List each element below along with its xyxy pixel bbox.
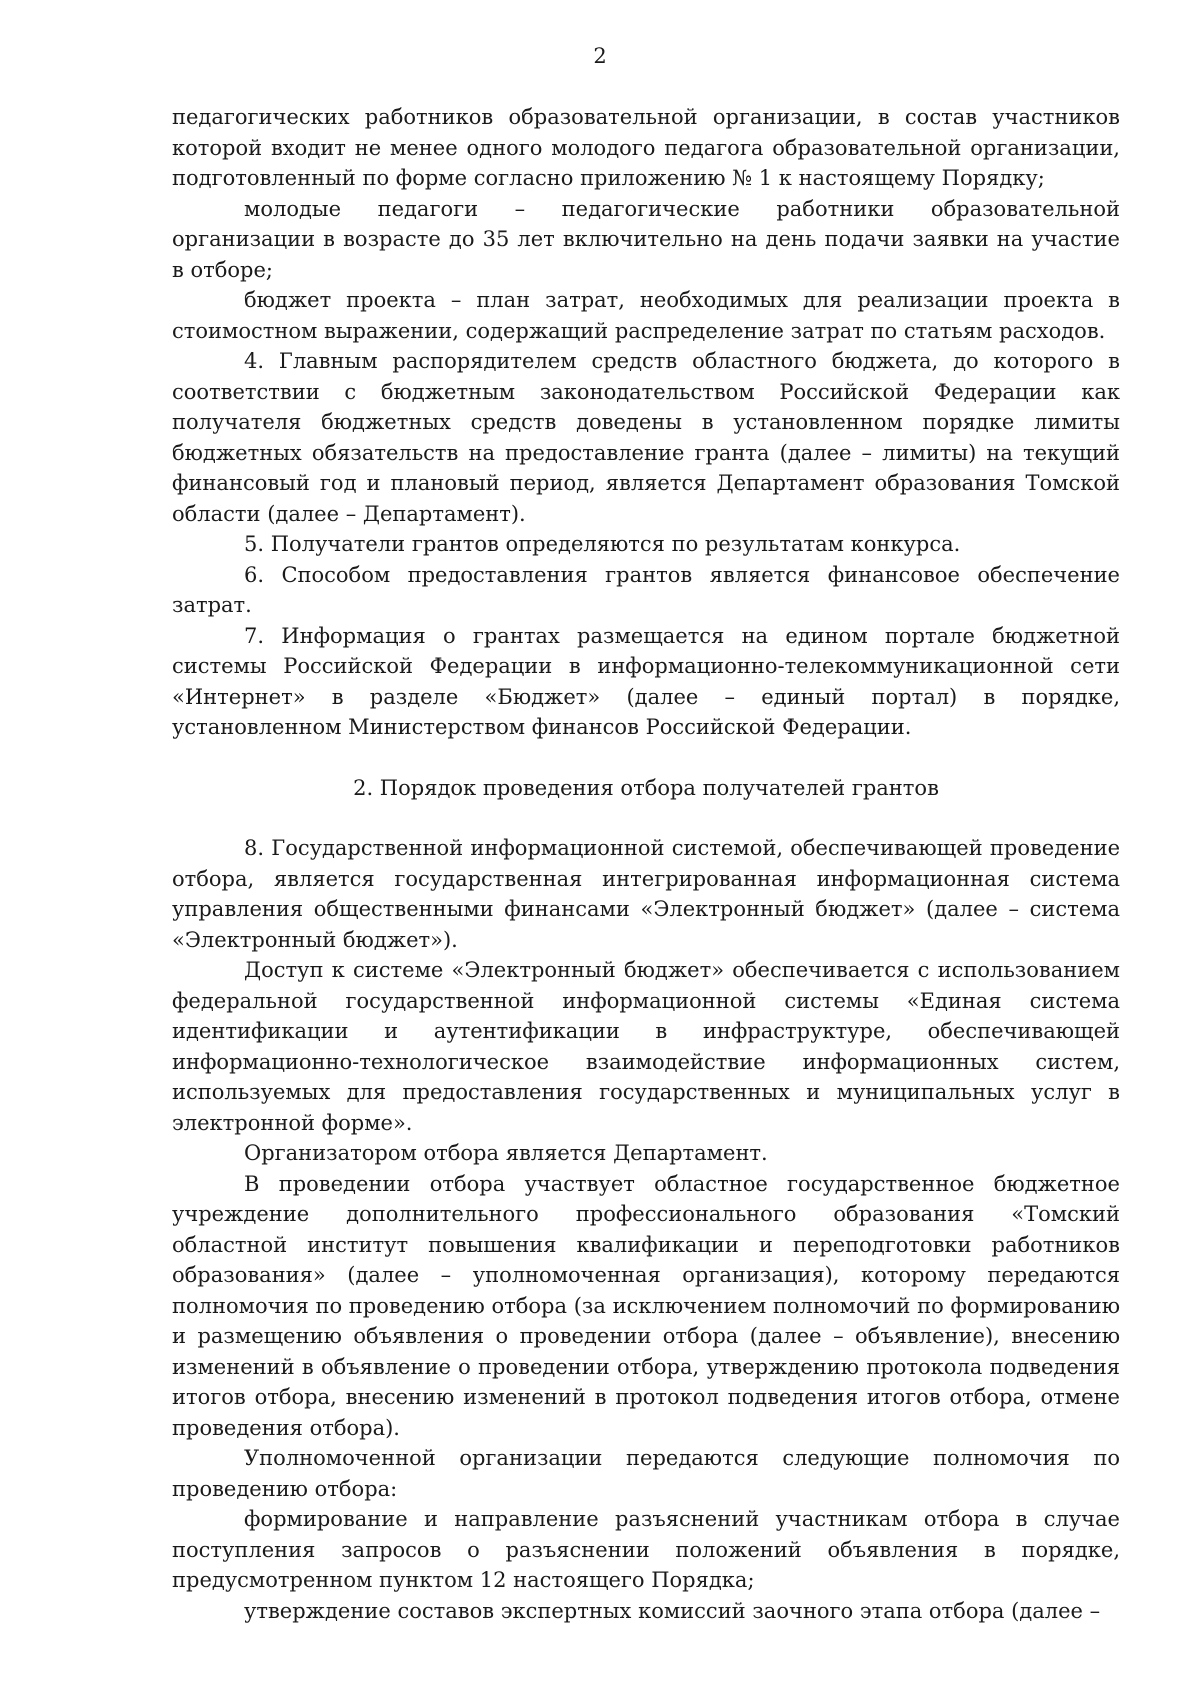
- paragraph: педагогических работников образовательной организации, в состав участников которой входит не менее одного молодого педагога образовательной организации, подготовленный по форме согласно приложению № 1 к настоящему Порядку;: [172, 105, 1120, 190]
- paragraph: Доступ к системе «Электронный бюджет» обеспечивается с использованием федеральной государственной информационной системы «Единая система идентификации и аутентификации в инфраструктуре, обеспечивающей информационно-технологическое взаимодействие информационных систем, используемых для предоставления государственных и муниципальных услуг в электронной форме».: [172, 958, 1120, 1135]
- paragraph: молодые педагоги – педагогические работники образовательной организации в возрасте до 35 лет включительно на день подачи заявки на участие в отборе;: [172, 196, 1120, 282]
- paragraph: 6. Способом предоставления грантов является финансовое обеспечение затрат.: [172, 562, 1120, 617]
- paragraph: В проведении отбора участвует областное государственное бюджетное учреждение дополнительного профессионального образования «Томский областной институт повышения квалификации и переподготовки работников образования» (далее – уполномоченная организация), которому передаются полномочия по проведению отбора (за исключением полномочий по формированию и размещению объявления о проведении отбора (далее – объявление), внесению изменений в объявление о проведении отбора, утверждению протокола подведения итогов отбора, внесению изменений в протокол подведения итогов отбора, отмене проведения отбора).: [172, 1171, 1120, 1440]
- paragraph: Организатором отбора является Департамент.: [244, 1141, 768, 1165]
- paragraph: Уполномоченной организации передаются следующие полномочия по проведению отбора:: [172, 1446, 1120, 1501]
- paragraph: 8. Государственной информационной системой, обеспечивающей проведение отбора, является государственная интегрированная информационная система управления общественными финансами «Электронный бюджет» (далее – система «Электронный бюджет»).: [172, 836, 1120, 952]
- paragraph: бюджет проекта – план затрат, необходимых для реализации проекта в стоимостном выражении, содержащий распределение затрат по статьям расходов.: [172, 288, 1120, 343]
- document-body: [172, 102, 1120, 1626]
- page-number: 2: [593, 44, 607, 68]
- section-heading: 2. Порядок проведения отбора получателей грантов: [353, 775, 939, 800]
- paragraph: утверждение составов экспертных комиссий заочного этапа отбора (далее –: [244, 1598, 1101, 1623]
- paragraph: 5. Получатели грантов определяются по результатам конкурса.: [244, 532, 961, 556]
- paragraph: 4. Главным распорядителем средств областного бюджета, до которого в соответствии с бюджетным законодательством Российской Федерации как получателя бюджетных средств доведены в установленном порядке лимиты бюджетных обязательств на предоставление гранта (далее – лимиты) на текущий финансовый год и плановый период, является Департамент образования Томской области (далее – Департамент).: [172, 349, 1120, 526]
- paragraph: формирование и направление разъяснений участникам отбора в случае поступления запросов о разъяснении положений объявления в порядке, предусмотренном пунктом 12 настоящего Порядка;: [172, 1507, 1120, 1592]
- paragraph: 7. Информация о грантах размещается на едином портале бюджетной системы Российской Федерации в информационно-телекоммуникационной сети «Интернет» в разделе «Бюджет» (далее – единый портал) в порядке, установленном Министерством финансов Российской Федерации.: [172, 623, 1120, 739]
